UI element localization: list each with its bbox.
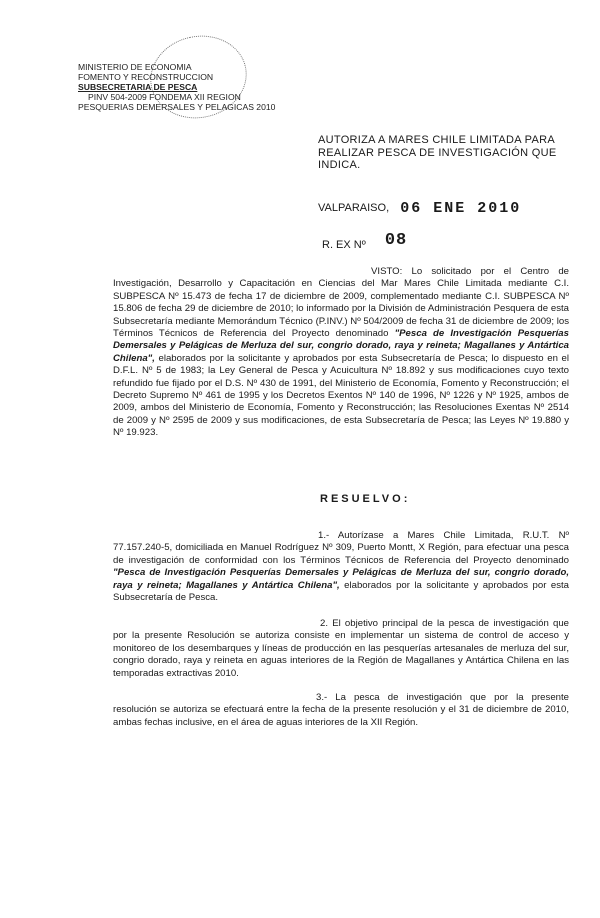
ministry-line: PINV 504-2009 FONDEMA XII REGION — [88, 92, 241, 102]
place-date — [318, 199, 521, 216]
visto-text: Lo solicitado por el Centro de Investigación, Desarrollo y Capacitación en Ciencias del Mar Mares Chile Limitada mediante C.I. SUBPESCA Nº 15.473 de fecha 17 de diciembre de 2009, complementado mediante C.I. SUBPESCA Nº 15.806 de fecha 29 de diciembre de 2010; lo informado por la División de Administración Pesquera de esta Subsecretaría mediante Memorándum Técnico (P.INV.) Nº 504/2009 de fecha 31 de diciembre de 2009; los Términos Técnicos de Referencia del Proyecto denominado — [113, 266, 570, 340]
place: VALPARAISO, — [318, 202, 390, 214]
ministry-line: MINISTERIO DE ECONOMIA — [78, 62, 192, 72]
resolution-label: R. EX Nº — [322, 239, 366, 251]
resolution-value: 08 — [384, 231, 408, 250]
resolution-item-1 — [113, 530, 569, 604]
ministry-line: PESQUERIAS DEMERSALES Y PELAGICAS 2010 — [78, 102, 276, 112]
item-lead: 1.- Autorízase a Mares Chile Limitada, R.U.T. Nº — [318, 530, 569, 541]
visto-paragraph — [113, 266, 569, 440]
item-lead: 3.- La pesca de investigación que por la presente — [316, 692, 569, 703]
item-text-2: elaborados por la solicitante y aprobados por esta Subsecretaría de Pesca. — [113, 579, 569, 604]
item-project: "Pesca de Investigación Pesquerías Demersales y Pelágicas de Merluza del sur, congrio dorado, raya y reineta; Magallanes y Antártica Chilena", — [113, 567, 569, 591]
item-text: resolución se autoriza se efectuará entre la fecha de la presente resolución y el 31 de diciembre de 2010, ambas fechas inclusive, en el área de aguas interiores de la XII Región. — [113, 704, 569, 728]
visto-project: "Pesca de Investigación Pesquerías Demersales y Pelágicas de Merluza del sur, congrio dorado, raya y reineta; Magallanes y Antártica Chilena", — [113, 328, 569, 364]
visto-label: VISTO: — [371, 266, 403, 277]
ministry-line: SUBSECRETARIA DE PESCA — [78, 82, 198, 92]
ministry-line: FOMENTO Y RECONSTRUCCION — [78, 72, 214, 82]
item-text: 77.157.240-5, domiciliada en Manuel Rodríguez Nº 309, Puerto Montt, X Región, para efectuar una pesca de investigación de conformidad con los Términos Técnicos de Referencia del Proyecto denominado — [113, 542, 569, 566]
item-lead: 2. El objetivo principal de la pesca de — [320, 618, 490, 629]
resolution-number — [322, 231, 408, 254]
ministry-header — [78, 62, 278, 112]
resolution-item-3 — [113, 692, 569, 729]
visto-text-2: elaborados por la solicitante y aprobados por esta Subsecretaría de Pesca; lo dispuesto en el D.F.L. Nº 5 de 1983; la Ley General de Pesca y Acuicultura Nº 18.892 y sus modificaciones cuyo texto refundido fue fijado por el D.S. Nº 430 de 1991, del Ministerio de Economía, Fomento y Reconstrucción; el Decreto Supremo Nº 461 de 1995 y los Decretos Exentos Nº 140 de 1996, Nº 1226 y Nº 1925, ambos de 2009, ambos del Ministerio de Economía, Fomento y Reconstrucción; las Resoluciones Exentas Nº 2514 de 2009 y Nº 2595 de 2009 y sus modificaciones, de esta Subsecretaría de Pesca; las Leyes Nº 19.880 y Nº 19.923. — [113, 352, 569, 439]
date-stamp: 06 ENE 2010 — [400, 200, 522, 217]
document-subject: AUTORIZA A MARES CHILE LIMITADA PARA REALIZAR PESCA DE INVESTIGACIÓN QUE INDICA. — [318, 134, 557, 171]
resolution-item-2 — [113, 618, 569, 680]
item-text: investigación que por la presente Resolución se autoriza consiste en implementar un sistema de control de acceso y monitoreo de los desembarques y líneas de producción en las pesquerías artesanales de merluza del sur, congrio dorado, raya y reineta en aguas interiores de la Región de Magallanes y Antártica Chilena en las temporadas extractivas 2010. — [113, 618, 569, 679]
resuelvo-heading: RESUELVO: — [320, 493, 411, 505]
